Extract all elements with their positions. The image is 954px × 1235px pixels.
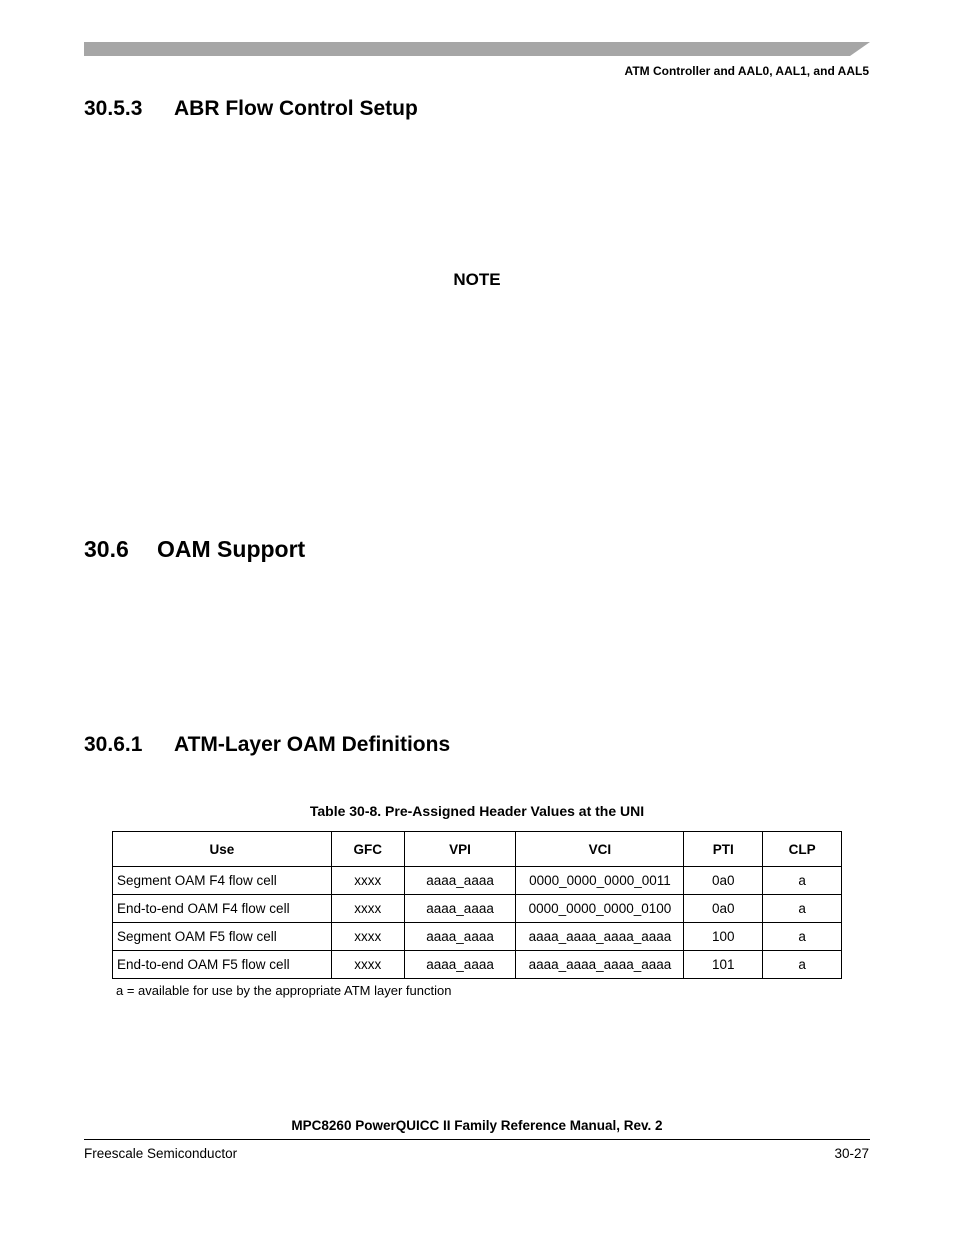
cell-pti: 0a0: [684, 895, 763, 923]
cell-vpi: aaaa_aaaa: [404, 923, 516, 951]
footer-company: Freescale Semiconductor: [84, 1146, 238, 1161]
section-heading-atm-layer-oam: [84, 733, 450, 757]
running-head: ATM Controller and AAL0, AAL1, and AAL5: [624, 64, 869, 78]
cell-use: End-to-end OAM F4 flow cell: [113, 895, 332, 923]
cell-use: End-to-end OAM F5 flow cell: [113, 951, 332, 979]
footer-divider: [84, 1139, 870, 1140]
section-number: 30.6.1: [84, 733, 143, 756]
column-header-gfc: GFC: [331, 832, 404, 867]
cell-vpi: aaaa_aaaa: [404, 867, 516, 895]
column-header-pti: PTI: [684, 832, 763, 867]
section-title: OAM Support: [157, 536, 306, 562]
header-bar-graphic: [84, 42, 870, 56]
cell-clp: a: [763, 923, 842, 951]
cell-use: Segment OAM F4 flow cell: [113, 867, 332, 895]
table-row: [113, 951, 842, 979]
footer-manual-title: MPC8260 PowerQUICC II Family Reference Manual, Rev. 2: [291, 1118, 663, 1133]
header-values-table: [112, 831, 842, 979]
cell-pti: 0a0: [684, 867, 763, 895]
cell-vci: aaaa_aaaa_aaaa_aaaa: [516, 923, 684, 951]
table-header-row: [113, 832, 842, 867]
note-title: NOTE: [453, 270, 501, 289]
cell-clp: a: [763, 895, 842, 923]
cell-gfc: xxxx: [331, 951, 404, 979]
column-header-clp: CLP: [763, 832, 842, 867]
column-header-use: Use: [113, 832, 332, 867]
cell-vpi: aaaa_aaaa: [404, 951, 516, 979]
table-row: [113, 895, 842, 923]
column-header-vci: VCI: [516, 832, 684, 867]
footer-page-number: 30-27: [834, 1146, 869, 1161]
section-title: ABR Flow Control Setup: [174, 97, 418, 120]
cell-vci: 0000_0000_0000_0100: [516, 895, 684, 923]
section-title: ATM-Layer OAM Definitions: [174, 733, 451, 756]
cell-gfc: xxxx: [331, 923, 404, 951]
cell-gfc: xxxx: [331, 867, 404, 895]
cell-vci: 0000_0000_0000_0011: [516, 867, 684, 895]
table-caption: Table 30-8. Pre-Assigned Header Values at the UNI: [309, 803, 645, 819]
section-heading-oam-support: [84, 536, 305, 563]
table-row: [113, 867, 842, 895]
cell-vci: aaaa_aaaa_aaaa_aaaa: [516, 951, 684, 979]
table-footnote: a = available for use by the appropriate ATM layer function: [116, 983, 452, 998]
cell-gfc: xxxx: [331, 895, 404, 923]
section-number: 30.5.3: [84, 97, 143, 120]
section-number: 30.6: [84, 536, 129, 562]
cell-use: Segment OAM F5 flow cell: [113, 923, 332, 951]
table-row: [113, 923, 842, 951]
cell-pti: 101: [684, 951, 763, 979]
column-header-vpi: VPI: [404, 832, 516, 867]
cell-vpi: aaaa_aaaa: [404, 895, 516, 923]
cell-clp: a: [763, 867, 842, 895]
header-bar: [84, 42, 870, 56]
cell-pti: 100: [684, 923, 763, 951]
cell-clp: a: [763, 951, 842, 979]
section-heading-abr-flow-control: [84, 97, 418, 121]
